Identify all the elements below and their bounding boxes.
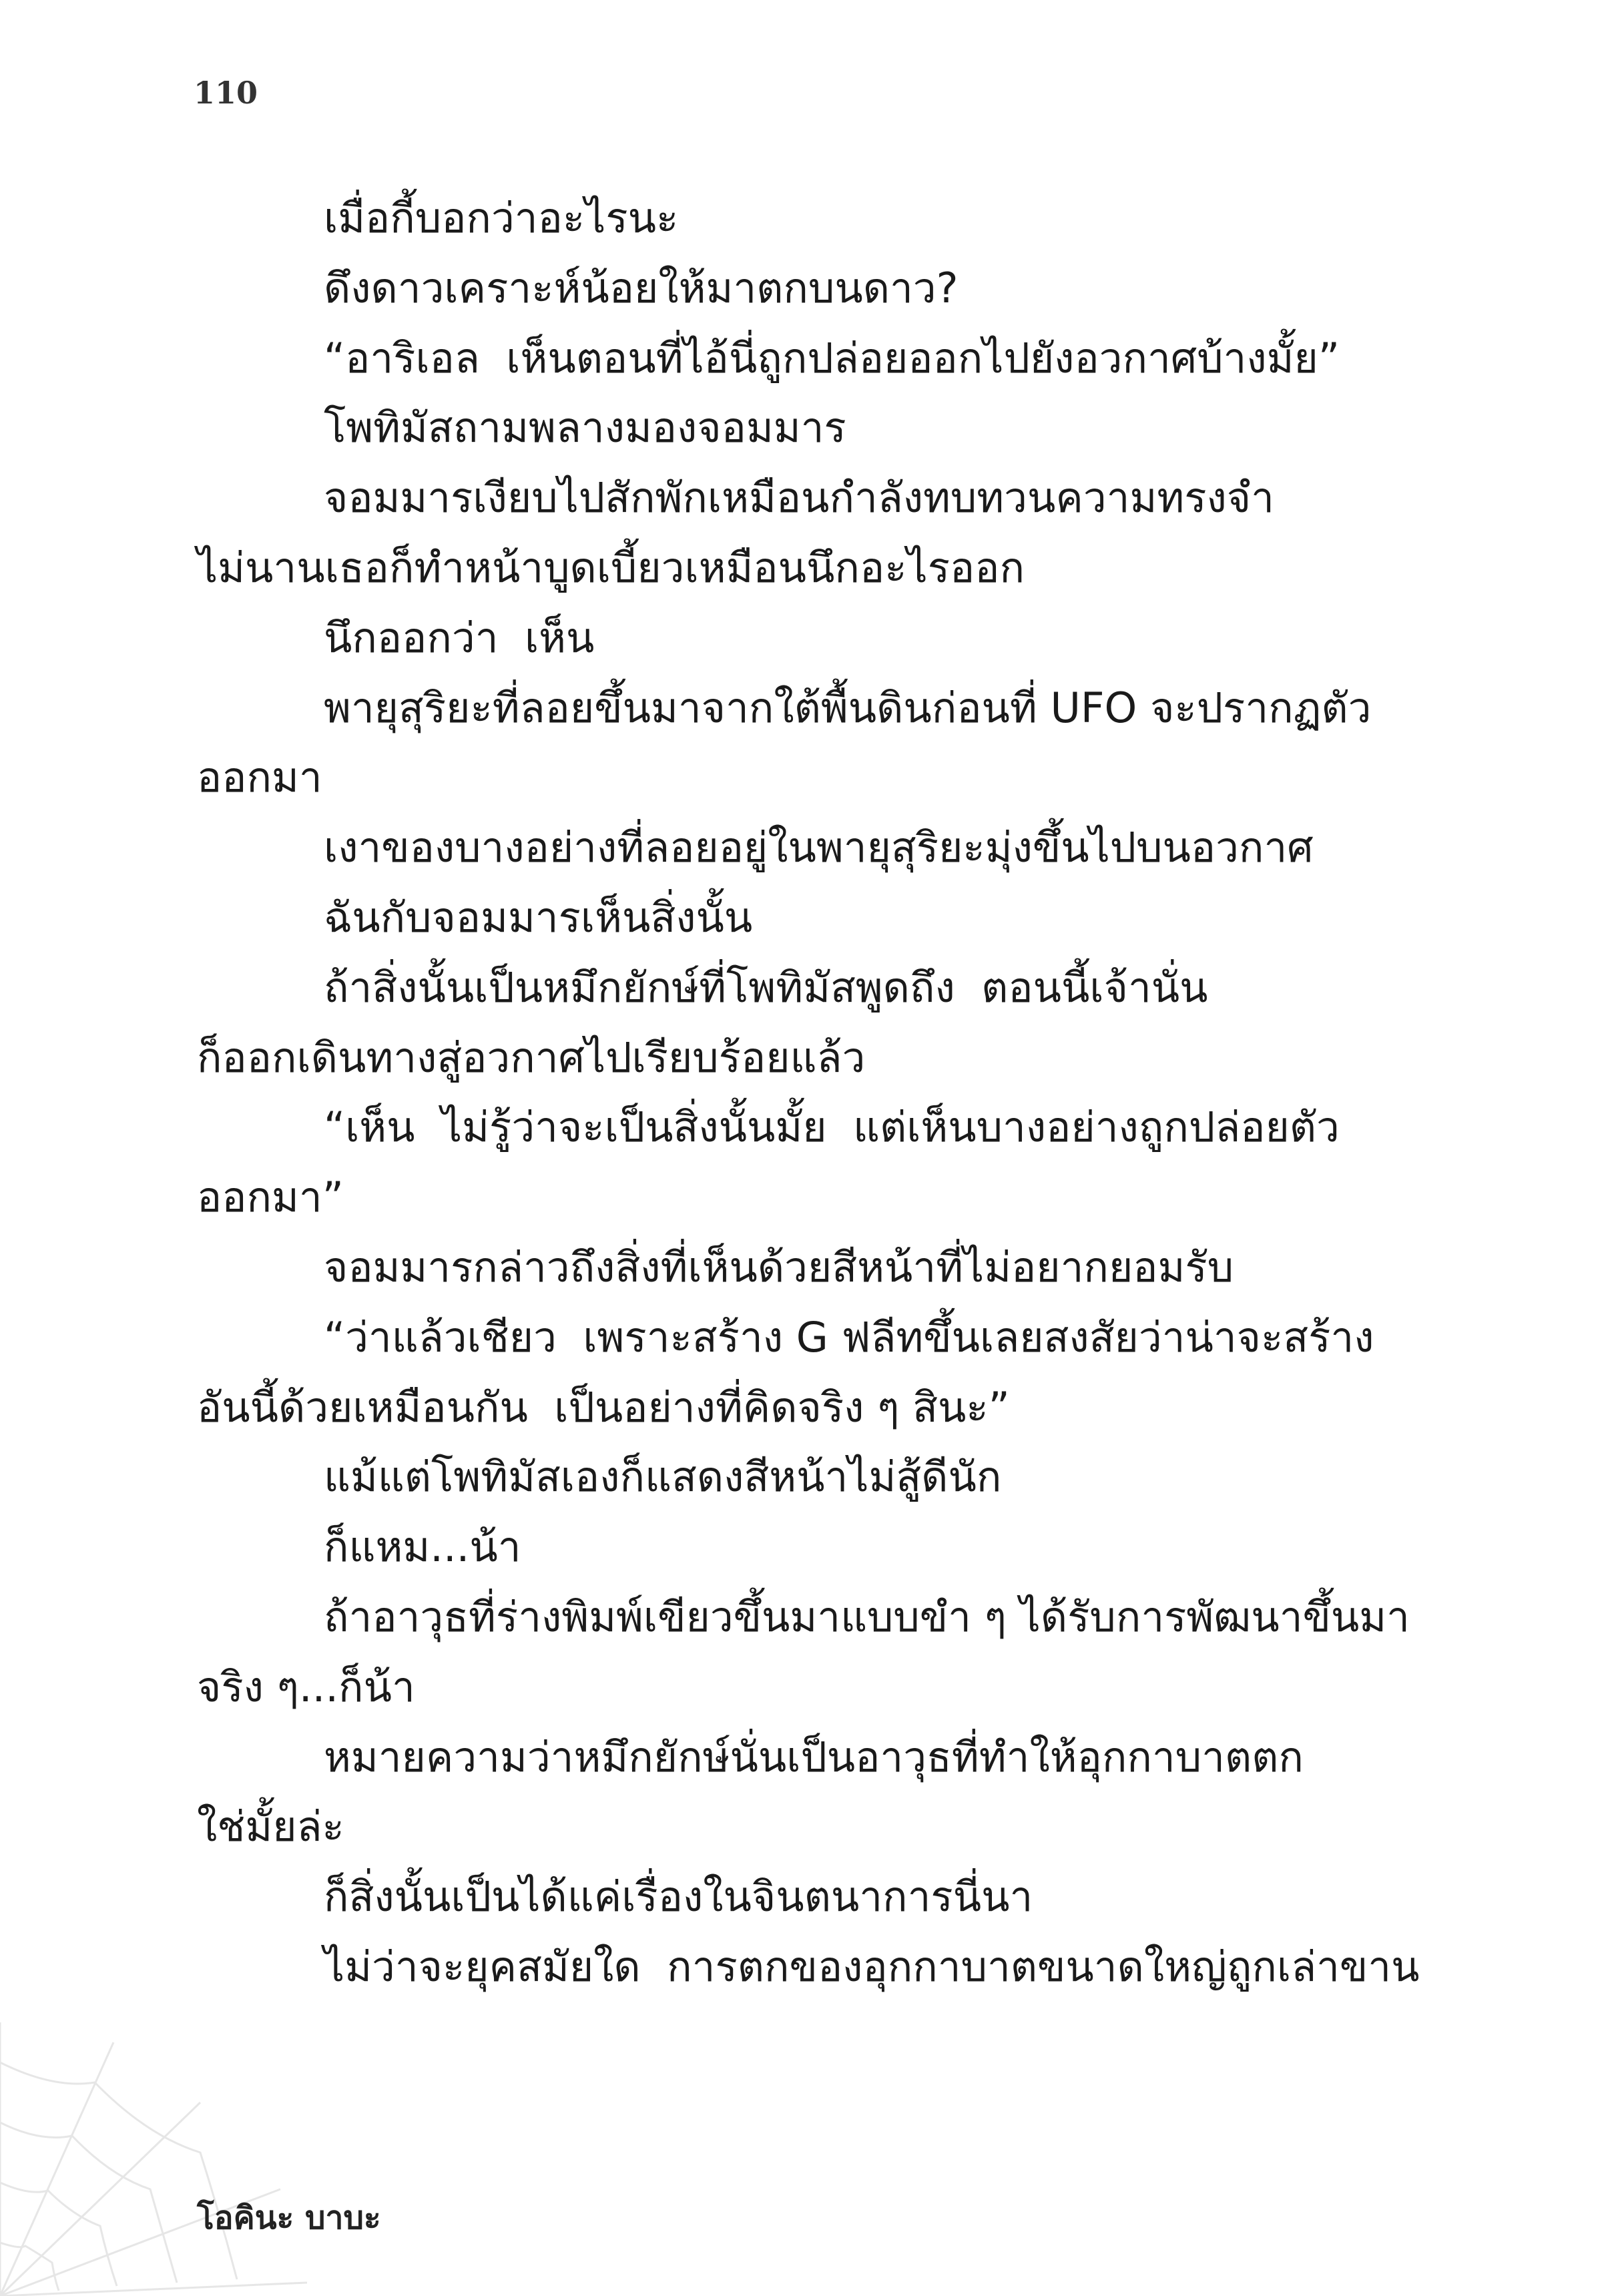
text-line: ก็สิ่งนั้นเป็นได้แค่เรื่องในจินตนาการนี่นา xyxy=(324,1872,1033,1922)
text-line: โพทิมัสถามพลางมองจอมมาร xyxy=(324,403,846,453)
text-line: ก็ออกเดินทางสู่อวกาศไปเรียบร้อยแล้ว xyxy=(197,1033,866,1082)
page-number: 110 xyxy=(194,75,258,111)
text-line: “เห็น ไม่รู้ว่าจะเป็นสิ่งนั้นมั้ย แต่เห็นบางอย่างถูกปล่อยตัว xyxy=(324,1103,1340,1152)
text-line: ก็แหม...น้า xyxy=(324,1522,521,1572)
text-line: เงาของบางอย่างที่ลอยอยู่ในพายุสุริยะมุ่งขึ้นไปบนอวกาศ xyxy=(324,823,1314,872)
text-line: ถ้าอาวุธที่ร่างพิมพ์เขียวขึ้นมาแบบขำ ๆ ได้รับการพัฒนาขึ้นมา xyxy=(324,1592,1410,1641)
text-line: เมื่อกี้บอกว่าอะไรนะ xyxy=(324,194,679,242)
body-text xyxy=(197,184,1420,2002)
text-line: นึกออกว่า เห็น xyxy=(324,613,595,662)
text-line: พายุสุริยะที่ลอยขึ้นมาจากใต้พื้นดินก่อนที่ UFO จะปรากฏตัว xyxy=(324,683,1372,732)
text-line: ไม่ว่าจะยุคสมัยใด การตกของอุกกาบาตขนาดใหญ่ถูกเล่าขาน xyxy=(324,1942,1420,1991)
text-line: จอมมารเงียบไปสักพักเหมือนกำลังทบทวนความทรงจำ xyxy=(324,473,1274,523)
text-line: จริง ๆ...ก็น้า xyxy=(197,1662,415,1711)
spiderweb-icon xyxy=(0,2016,307,2296)
text-line: ดึงดาวเคราะห์น้อยให้มาตกบนดาว? xyxy=(324,263,959,312)
text-line: ออกมา xyxy=(197,753,322,802)
text-line: ฉันกับจอมมารเห็นสิ่งนั้น xyxy=(324,892,753,942)
text-line: หมายความว่าหมึกยักษ์นั่นเป็นอาวุธที่ทำให้อุกกาบาตตก xyxy=(324,1732,1304,1781)
text-line: ไม่นานเธอก็ทำหน้าบูดเบี้ยวเหมือนนึกอะไรออก xyxy=(197,543,1025,592)
text-line: อันนี้ด้วยเหมือนกัน เป็นอย่างที่คิดจริง ๆ สินะ” xyxy=(197,1382,1010,1432)
text-line: ออกมา” xyxy=(197,1173,344,1222)
text-line: “ว่าแล้วเชียว เพราะสร้าง G ฟลีทขึ้นเลยสงสัยว่าน่าจะสร้าง xyxy=(324,1312,1374,1362)
footer-author: โอคินะ บาบะ xyxy=(197,2199,381,2237)
text-line: ถ้าสิ่งนั้นเป็นหมึกยักษ์ที่โพทิมัสพูดถึง ตอนนี้เจ้านั่น xyxy=(324,962,1208,1012)
text-line: จอมมารกล่าวถึงสิ่งที่เห็นด้วยสีหน้าที่ไม่อยากยอมรับ xyxy=(324,1242,1234,1292)
text-line: ใช่มั้ยล่ะ xyxy=(197,1802,344,1851)
text-line: “อาริเอล เห็นตอนที่ไอ้นี่ถูกปล่อยออกไปยังอวกาศบ้างมั้ย” xyxy=(324,333,1340,382)
text-line: แม้แต่โพทิมัสเองก็แสดงสีหน้าไม่สู้ดีนัก xyxy=(324,1452,1002,1502)
